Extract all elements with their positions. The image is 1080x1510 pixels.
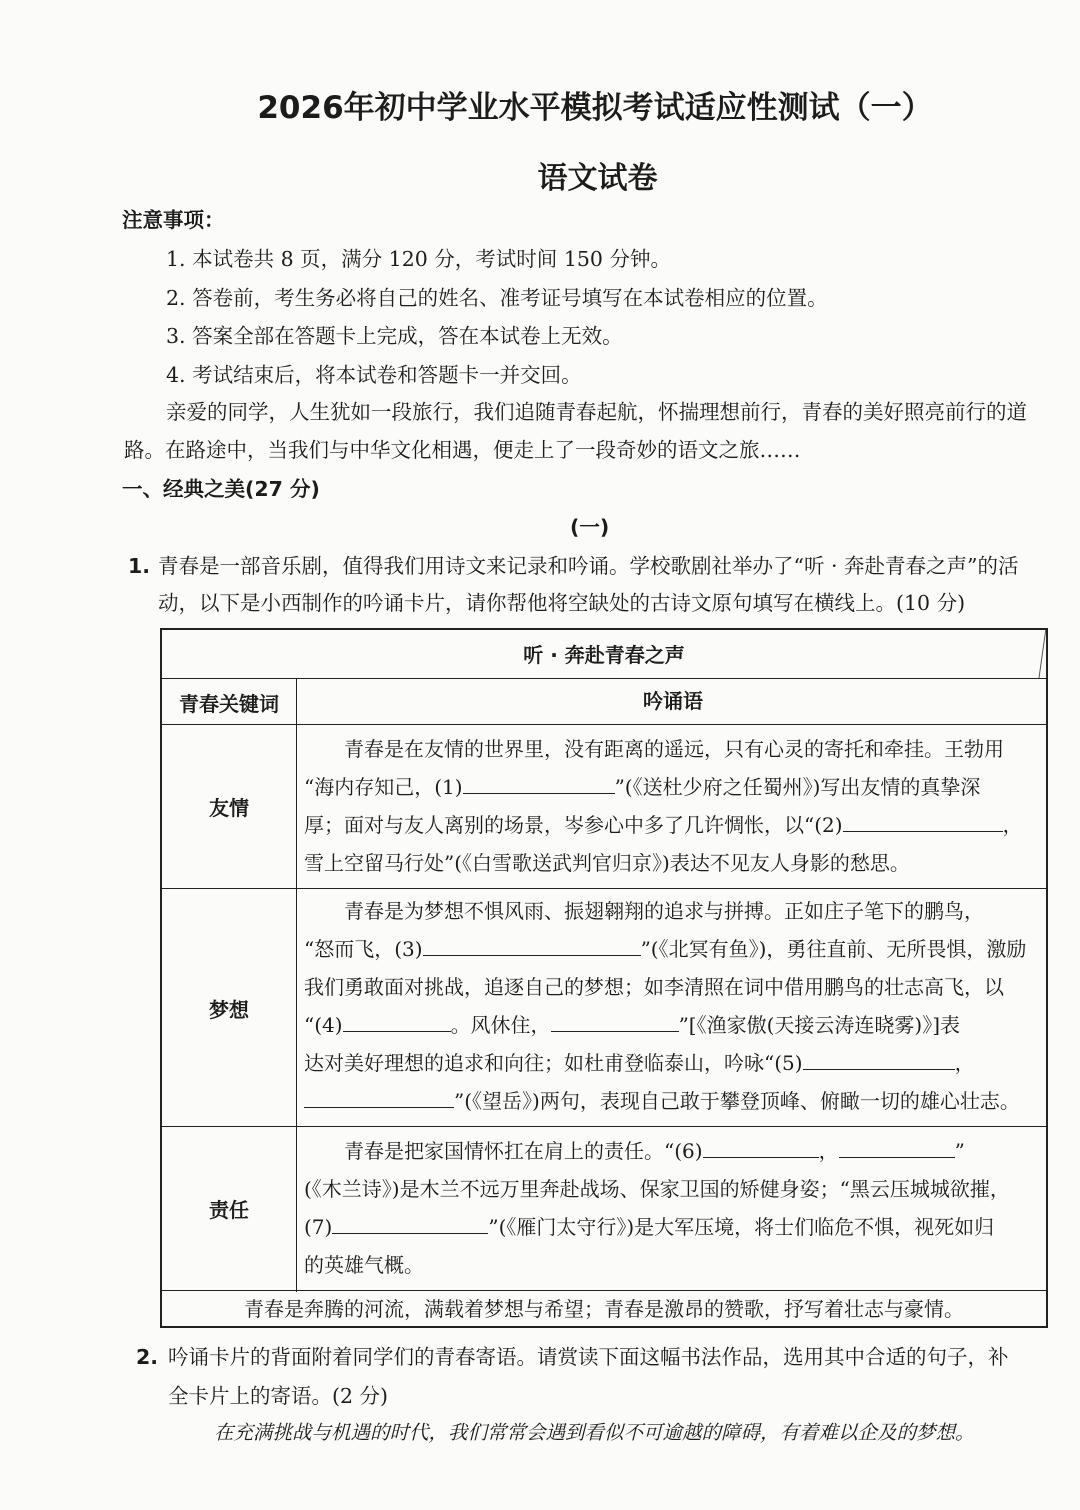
table-divider	[162, 1126, 1046, 1127]
table-title: 听 · 奔赴青春之声	[523, 643, 685, 667]
table-column-divider	[296, 678, 297, 1292]
row-line: 的英雄气概。	[304, 1253, 424, 1277]
row-line: “海内存知己，(1) ”(《送杜少府之任蜀州》)写出友情的真挚深	[304, 775, 981, 799]
part-heading: (一)	[570, 515, 610, 539]
row-line: (7) ”(《雁门太守行》)是大军压境，将士们临危不惧，视死如归	[304, 1215, 995, 1239]
answer-blank-4b[interactable]	[551, 1011, 679, 1032]
row-line: 厚；面对与友人离别的场景，岑参心中多了几许惆怅，以“(2) ，	[304, 813, 1023, 837]
answer-blank-1[interactable]	[463, 773, 615, 794]
table-divider	[162, 678, 1046, 679]
intro-line: 亲爱的同学，人生犹如一段旅行，我们追随青春起航，怀揣理想前行，青春的美好照亮前行的道	[166, 400, 1027, 424]
row-line: 青春是为梦想不惧风雨、振翅翱翔的追求与拼搏。正如庄子笔下的鹏鸟，	[304, 899, 984, 923]
question-number: 1.	[128, 554, 151, 578]
answer-blank-3[interactable]	[423, 935, 641, 956]
notice-item: 2. 答卷前，考生务必将自己的姓名、准考证号填写在本试卷相应的位置。	[166, 286, 828, 310]
keyword-responsibility: 责任	[209, 1198, 249, 1222]
exam-subtitle: 语文试卷	[537, 161, 658, 196]
row-line: 青春是把家国情怀扛在肩上的责任。“(6) ， ”	[304, 1139, 965, 1163]
exam-title: 2026年初中学业水平模拟考试适应性测试（一）	[257, 90, 933, 126]
table-divider	[162, 1290, 1046, 1291]
table-footer: 青春是奔腾的河流，满载着梦想与希望；青春是激昂的赞歌，抒写着壮志与豪情。	[244, 1297, 964, 1321]
table-divider	[162, 888, 1046, 889]
answer-blank-5a[interactable]	[803, 1049, 955, 1070]
answer-blank-7[interactable]	[332, 1213, 488, 1234]
calligraphy-quote: 在充满挑战与机遇的时代，我们常常会遇到看似不可逾越的障碍，有着难以企及的梦想。	[214, 1421, 975, 1444]
keyword-dream: 梦想	[209, 998, 249, 1022]
column-header-keyword: 青春关键词	[179, 692, 279, 716]
answer-blank-5b[interactable]	[304, 1087, 454, 1108]
row-line: “(4) 。风休住， ”[《渔家傲(天接云涛连晓雾)》]表	[304, 1013, 960, 1037]
row-line: ”(《望岳》)两句，表现自己敢于攀登顶峰、俯瞰一切的雄心壮志。	[304, 1086, 1020, 1116]
row-line: 达对美好理想的追求和向往；如杜甫登临泰山，吟咏“(5) ，	[304, 1051, 975, 1075]
row-line: (《木兰诗》)是木兰不远万里奔赴战场、保家卫国的矫健身姿；“黑云压城城欲摧，	[304, 1177, 1010, 1201]
answer-blank-4a[interactable]	[343, 1011, 451, 1032]
keyword-friendship: 友情	[209, 796, 249, 820]
answer-blank-6b[interactable]	[839, 1137, 955, 1158]
row-line: 青春是在友情的世界里，没有距离的遥远，只有心灵的寄托和牵挂。王勃用	[304, 737, 1004, 761]
intro-line: 路。在路途中，当我们与中华文化相遇，便走上了一段奇妙的语文之旅……	[124, 438, 801, 462]
question-text: 吟诵卡片的背面附着同学们的青春寄语。请赏读下面这幅书法作品，选用其中合适的句子，补	[168, 1345, 1009, 1369]
notice-item: 3. 答案全部在答题卡上完成，答在本试卷上无效。	[166, 324, 623, 348]
question-text: 青春是一部音乐剧，值得我们用诗文来记录和吟诵。学校歌剧社举办了“听 · 奔赴青春之声”的活	[158, 554, 1019, 578]
notice-item: 1. 本试卷共 8 页，满分 120 分，考试时间 150 分钟。	[166, 247, 671, 271]
answer-blank-6a[interactable]	[703, 1137, 819, 1158]
row-line: 我们勇敢面对挑战，追逐自己的梦想；如李清照在词中借用鹏鸟的壮志高飞，以	[304, 975, 1004, 999]
column-header-recitation: 吟诵语	[643, 689, 703, 713]
table-divider	[162, 724, 1046, 725]
question-text: 全卡片上的寄语。(2 分)	[168, 1384, 389, 1408]
section-heading: 一、经典之美(27 分)	[122, 477, 320, 501]
question-text: 动，以下是小西制作的吟诵卡片，请你帮他将空缺处的古诗文原句填写在横线上。(10 分)	[158, 591, 966, 615]
notice-item: 4. 考试结束后，将本试卷和答题卡一并交回。	[166, 363, 582, 387]
row-line: 雪上空留马行处”(《白雪歌送武判官归京》)表达不见友人身影的愁思。	[304, 851, 910, 875]
recitation-card-table	[160, 628, 1048, 1328]
notice-heading: 注意事项：	[122, 208, 225, 232]
row-line: “怒而飞，(3) ”(《北冥有鱼》)，勇往直前、无所畏惧，激励	[304, 937, 1027, 961]
answer-blank-2[interactable]	[843, 811, 1003, 832]
question-number: 2.	[136, 1345, 159, 1369]
